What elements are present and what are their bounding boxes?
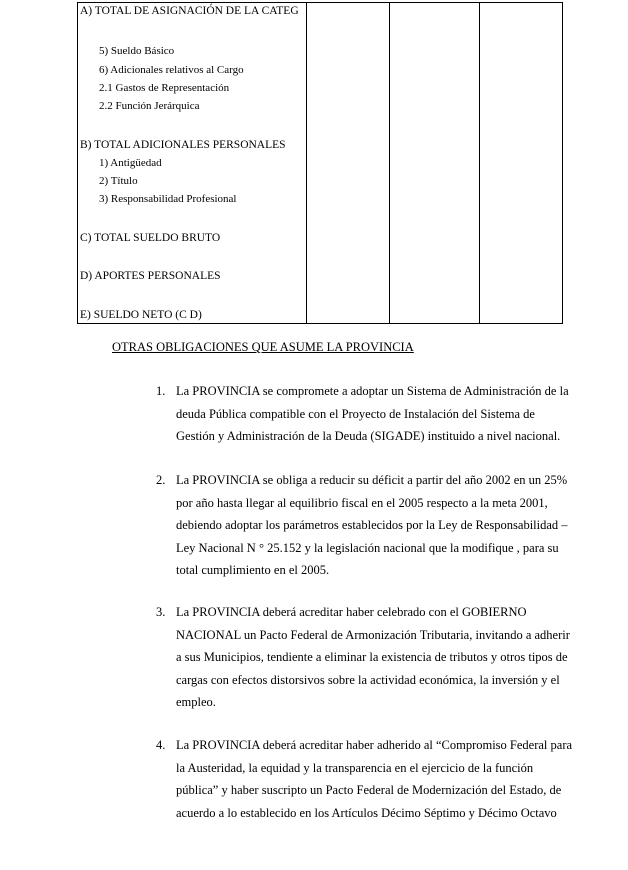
item-number: 3. — [156, 605, 166, 619]
text-line: deuda Pública compatible con el Proyecto de Instalación del Sistema de — [176, 406, 535, 421]
table-row — [78, 3, 563, 324]
text-line: La PROVINCIA deberá acreditar haber adherido al “Compromiso Federal para — [176, 738, 573, 752]
row-b-item-3: 3) Responsabilidad Profesional — [99, 193, 237, 205]
text-line: pública” y haber suscripto un Pacto Federal de Modernización del Estado, de — [176, 783, 562, 797]
row-a-item-6: 6) Adicionales relativos al Cargo — [99, 64, 244, 76]
text-line: la Austeridad, la equidad y la transparencia en el ejercicio de la función — [176, 760, 534, 775]
text-line: La PROVINCIA se compromete a adoptar un Sistema de Administración de la — [176, 384, 569, 398]
row-a-item-2-2: 2.2 Función Jerárquica — [99, 100, 200, 112]
text-line: La PROVINCIA se obliga a reducir su déficit a partir del año 2002 en un 25% — [176, 473, 568, 487]
text-line: Ley Nacional N ° 25.152 y la legislación nacional que la modifique , para su — [176, 540, 559, 555]
item-number: 1. — [156, 384, 166, 398]
item-paragraph — [176, 469, 584, 582]
amount-cell-1 — [307, 3, 390, 324]
amount-cell-3 — [480, 3, 563, 324]
text-line: debiendo adoptar los parámetros establecidos por la Ley de Responsabilidad – — [176, 518, 568, 532]
row-a-item-2-1: 2.1 Gastos de Representación — [99, 82, 230, 94]
row-a-item-5: 5) Sueldo Básico — [99, 45, 175, 57]
row-e-title: E) SUELDO NETO (C D) — [80, 309, 202, 321]
row-d-title: D) APORTES PERSONALES — [80, 270, 221, 282]
row-c-title: C) TOTAL SUELDO BRUTO — [80, 232, 221, 244]
text-line: por año hasta llegar al equilibrio fiscal en el 2005 respecto a la meta 2001, — [176, 495, 548, 510]
text-line: Gestión y Administración de la Deuda (SIGADE) instituido a nivel nacional. — [176, 429, 561, 443]
text-line: a sus Municipios, tendiente a eliminar la existencia de tributos y otros tipos de — [176, 650, 568, 664]
row-b-item-2: 2) Título — [99, 175, 138, 187]
item-number: 2. — [156, 473, 166, 487]
row-a-title: A) TOTAL DE ASIGNACIÓN DE LA CATEG — [80, 5, 299, 17]
item-number: 4. — [156, 738, 166, 752]
item-paragraph — [176, 380, 584, 448]
amount-cell-2 — [390, 3, 480, 324]
item-paragraph — [176, 601, 584, 714]
concept-cell — [78, 3, 307, 324]
text-line: La PROVINCIA deberá acreditar haber celebrado con el GOBIERNO — [176, 605, 527, 619]
text-line: NACIONAL un Pacto Federal de Armonización Tributaria, invitando a adherir — [176, 627, 570, 642]
text-line: total cumplimiento en el 2005. — [176, 563, 330, 577]
row-b-title: B) TOTAL ADICIONALES PERSONALES — [80, 139, 286, 151]
row-b-item-1: 1) Antigüedad — [99, 157, 162, 169]
item-paragraph — [176, 734, 584, 824]
text-line: empleo. — [176, 695, 216, 709]
section-heading: OTRAS OBLIGACIONES QUE ASUME LA PROVINCIA — [112, 340, 414, 354]
text-line: cargas con efectos distorsivos sobre la actividad económica, la inversión y el — [176, 672, 560, 687]
text-line: acuerdo a lo establecido en los Artículos Décimo Séptimo y Décimo Octavo — [176, 805, 557, 820]
salary-table — [77, 2, 563, 324]
